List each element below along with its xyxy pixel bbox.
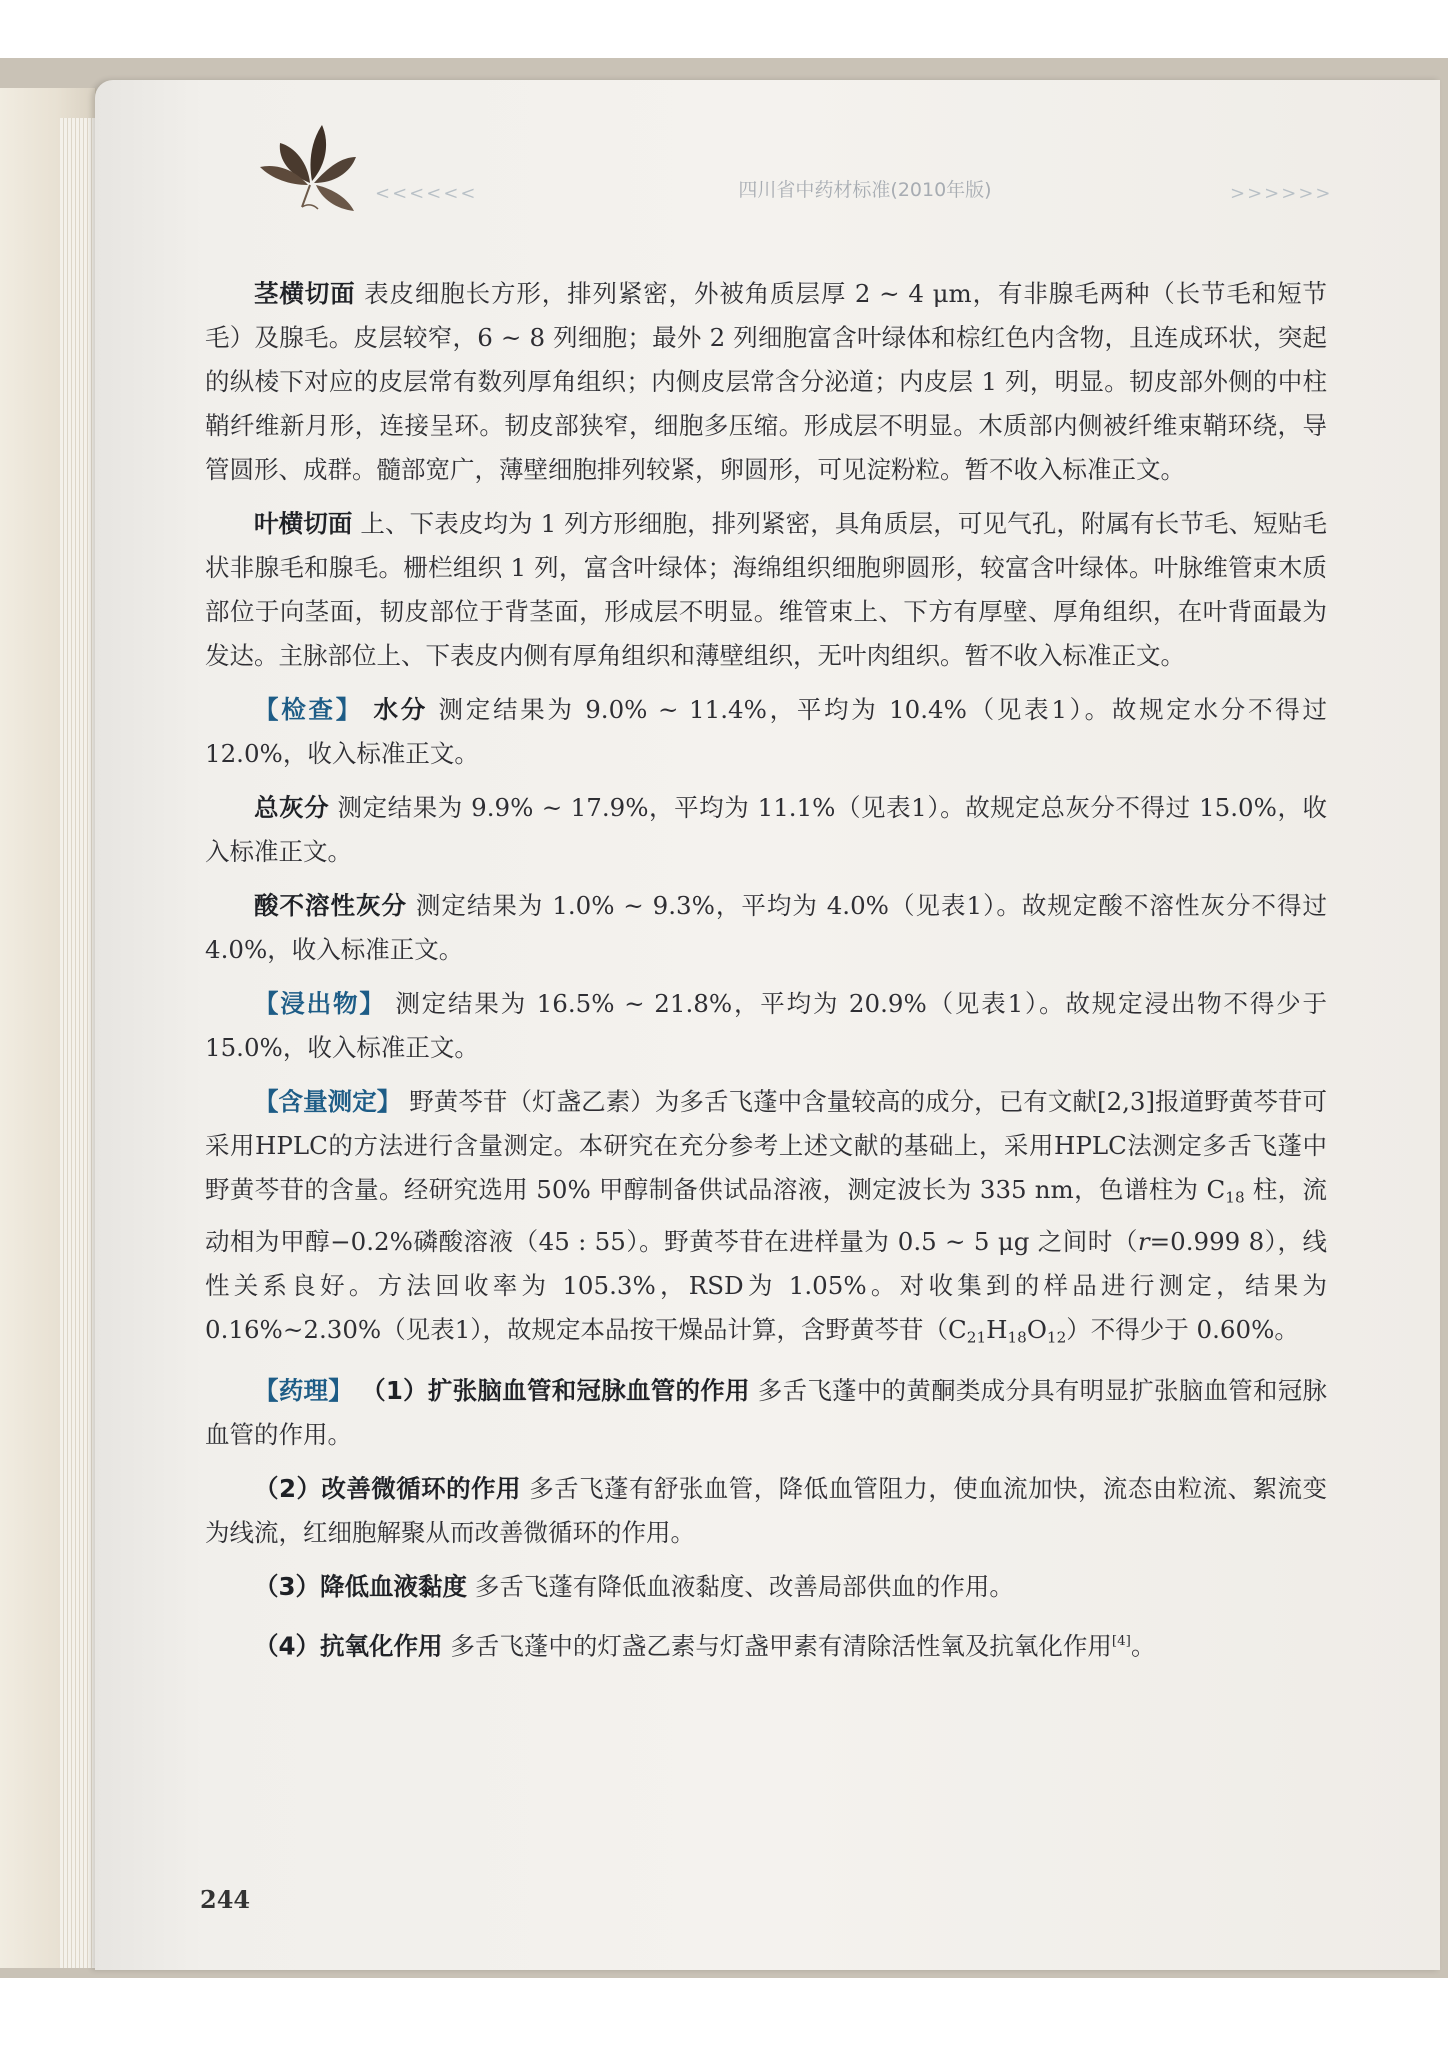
text-pharm-1: 多舌飞蓬中的黄酮类成分具有明显扩张脑血管和冠脉血管的作用。 [205,1376,1328,1450]
paragraph-check-water [205,688,1327,776]
text-pharm-4-end: 。 [1130,1631,1156,1661]
term-acid-ash: 酸不溶性灰分 [254,891,408,920]
text-extract: 测定结果为 16.5% ~ 21.8%，平均为 20.9%（见表1）。故规定浸出物不得少于 15.0%，收入标准正文。 [205,989,1328,1062]
text-pharm-2: 多舌飞蓬有舒张血管，降低血管阻力，使血流加快，流态由粒流、絮流变为线流，红细胞解聚从而改善微循环的作用。 [205,1474,1327,1548]
text-assay-d: ）不得少于 0.60%。 [1066,1314,1299,1344]
paragraph-pharm-4 [205,1619,1327,1668]
header-title: 四川省中药材标准(2010年版) [738,179,992,201]
text-leaf-section: 上、下表皮均为 1 列方形细胞，排列紧密，具角质层，可见气孔，附属有长节毛、短贴毛状非腺毛和腺毛。栅栏组织 1 列，富含叶绿体；海绵组织细胞卵圆形，较富含叶绿体。叶脉维管束木质部位于向茎面，韧皮部位于背茎面，形成层不明显。维管束上、下方有厚壁、厚角组织，在叶背面最为发达。主脉部位上、下表皮内侧有厚角组织和薄壁组织，无叶肉组织。暂不收入标准正文。 [205,509,1327,670]
text-assay-c: =0.999 8），线性关系良好。方法回收率为 105.3%，RSD为 1.05%。对收集到的样品进行测定，结果为 0.16%~2.30%（见表1），故规定本品按干燥品计算，含野黄芩苷（C [205,1226,1327,1344]
term-leaf-section: 叶横切面 [254,509,353,538]
term-pharm-4: （4）抗氧化作用 [254,1631,443,1661]
subscript-c18: 18 [1225,1188,1245,1207]
subscript-18: 18 [1007,1328,1027,1347]
text-assay-b: 柱，流动相为甲醇−0.2%磷酸溶液（45 : 55）。野黄芩苷在进样量为 0.5 ~ 5 μg 之间时（ [205,1175,1327,1256]
formula-o: O [1026,1314,1047,1344]
leaf-logo-icon [250,105,370,215]
text-pharm-3: 多舌飞蓬有降低血液黏度、改善局部供血的作用。 [474,1572,1014,1602]
paragraph-pharm-1 [205,1369,1327,1457]
paragraph-stem-section [205,272,1327,492]
tag-check: 【检查】 [254,695,363,724]
term-stem-section: 茎横切面 [254,279,356,308]
term-pharm-3: （3）降低血液黏度 [254,1572,468,1602]
italic-r: r [1137,1226,1150,1256]
tag-assay: 【含量测定】 [254,1087,402,1116]
text-stem-section: 表皮细胞长方形，排列紧密，外被角质层厚 2 ~ 4 μm，有非腺毛两种（长节毛和短节毛）及腺毛。皮层较窄，6 ~ 8 列细胞；最外 2 列细胞富含叶绿体和棕红色内含物，且连成环状，突起的纵棱下对应的皮层常有数列厚角组织；内侧皮层常含分泌道；内皮层 1 列，明显。韧皮部外侧的中柱鞘纤维新月形，连接呈环。韧皮部狭窄，细胞多压缩。形成层不明显。木质部内侧被纤维束鞘环绕，导管圆形、成群。髓部宽广，薄壁细胞排列较紧，卵圆形，可见淀粉粒。暂不收入标准正文。 [205,279,1327,484]
subscript-21: 21 [966,1328,987,1347]
text-total-ash: 测定结果为 9.9% ~ 17.9%，平均为 11.1%（见表1）。故规定总灰分不得过 15.0%，收入标准正文。 [205,793,1328,866]
formula-h: H [986,1314,1008,1344]
paragraph-leaf-section [205,502,1327,678]
tag-pharmacology: 【药理】 [254,1376,354,1406]
page-header [250,105,1333,215]
text-pharm-4: 多舌飞蓬中的灯盏乙素与灯盏甲素有清除活性氧及抗氧化作用 [450,1631,1112,1661]
term-pharm-1: （1）扩张脑血管和冠脉血管的作用 [361,1376,750,1406]
page-content [205,272,1327,1673]
text-acid-ash: 测定结果为 1.0% ~ 9.3%，平均为 4.0%（见表1）。故规定酸不溶性灰分不得过 4.0%，收入标准正文。 [205,891,1328,964]
term-pharm-2: （2）改善微循环的作用 [254,1474,521,1504]
paragraph-assay [205,1080,1327,1359]
term-water: 水分 [373,695,428,724]
paragraph-total-ash [205,786,1327,874]
page-number: 244 [200,1885,251,1914]
subscript-12: 12 [1046,1328,1067,1347]
paragraph-extract [205,982,1327,1070]
header-rule-left: <<<<<< [375,183,478,204]
paragraph-pharm-2 [205,1467,1327,1555]
reference-4: [4] [1111,1633,1131,1650]
header-rule-right: >>>>>> [1230,183,1333,204]
tag-extract: 【浸出物】 [254,989,386,1018]
paragraph-pharm-3 [205,1565,1327,1609]
text-assay-a: 野黄芩苷（灯盏乙素）为多舌飞蓬中含量较高的成分，已有文献[2,3]报道野黄芩苷可采用HPLC的方法进行含量测定。本研究在充分参考上述文献的基础上，采用HPLC法测定多舌飞蓬中野黄芩苷的含量。经研究选用 50% 甲醇制备供试品溶液，测定波长为 335 nm，色谱柱为 C [205,1087,1327,1204]
page-stack [60,118,100,1968]
term-total-ash: 总灰分 [254,793,330,822]
text-water: 测定结果为 9.0% ~ 11.4%，平均为 10.4%（见表1）。故规定水分不得过 12.0%，收入标准正文。 [205,695,1328,768]
paragraph-acid-ash [205,884,1327,972]
